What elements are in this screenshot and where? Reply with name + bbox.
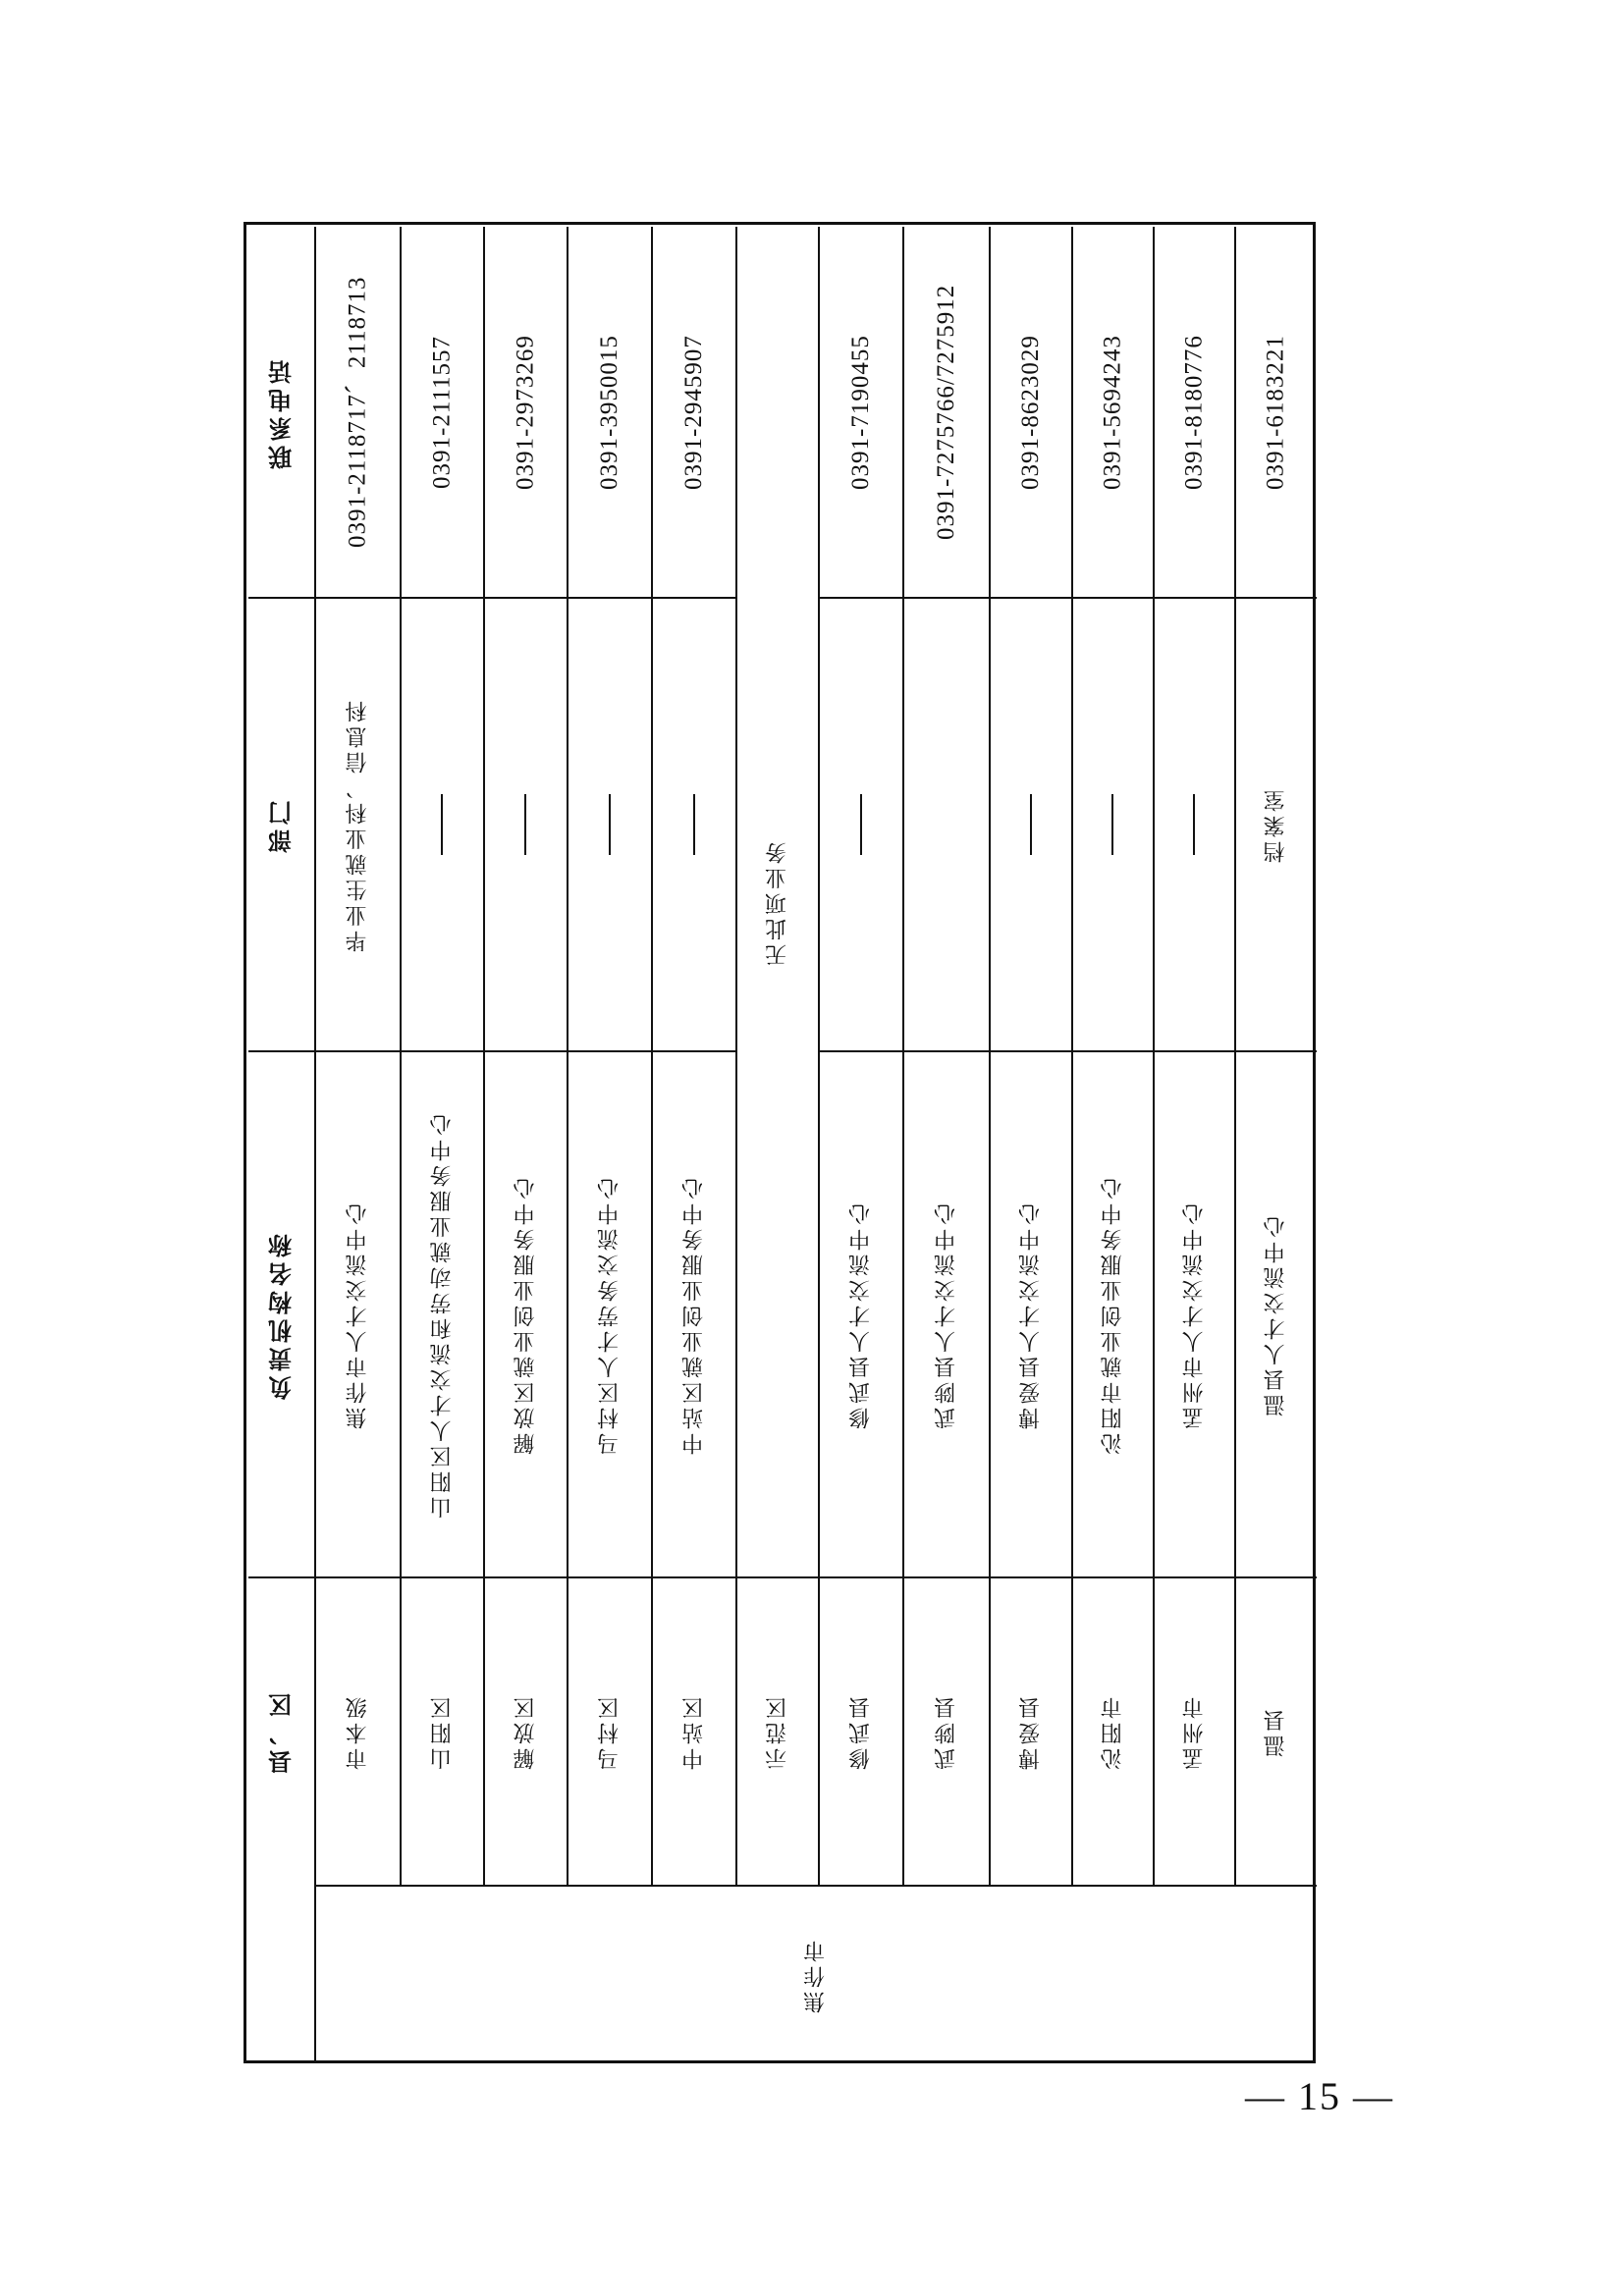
department-cell bbox=[903, 598, 990, 1051]
department-cell bbox=[1072, 598, 1154, 1051]
header-phone: 联系电话 bbox=[267, 355, 297, 469]
header-department: 部门 bbox=[267, 796, 297, 853]
agency-cell: 孟州市人才交流中心 bbox=[1182, 1200, 1207, 1429]
department-cell bbox=[990, 598, 1072, 1051]
region-cell: 温县 bbox=[1264, 1706, 1288, 1757]
region-cell: 解放区 bbox=[514, 1693, 538, 1770]
region-cell: 博爱县 bbox=[1018, 1693, 1044, 1770]
agency-cell: 山阳区人才交流和劳动就业服务中心 bbox=[430, 1110, 455, 1519]
phone-cell: 0391-8180776 bbox=[1180, 335, 1208, 490]
dash-mark bbox=[609, 794, 611, 855]
city-label: 焦作市 bbox=[803, 1937, 829, 2013]
phone-cell: 0391-3950015 bbox=[596, 335, 623, 490]
region-cell: 沁阳市 bbox=[1101, 1693, 1125, 1770]
phone-cell: 0391-2945907 bbox=[680, 335, 707, 490]
agency-cell: 中站区就业创业服务中心 bbox=[681, 1174, 707, 1455]
department-cell: 档案室 bbox=[1264, 786, 1288, 863]
region-cell: 武陟县 bbox=[934, 1693, 959, 1770]
region-cell: 市本级 bbox=[346, 1693, 370, 1770]
department-cell bbox=[652, 598, 736, 1051]
region-cell: 中站区 bbox=[681, 1693, 707, 1770]
dash-mark bbox=[442, 794, 444, 855]
phone-cell: 0391-2111557 bbox=[428, 336, 456, 489]
agency-cell: 博爱县人才交流中心 bbox=[1018, 1200, 1044, 1429]
dash-mark bbox=[693, 794, 695, 855]
department-cell bbox=[1154, 598, 1235, 1051]
dash-mark bbox=[1030, 794, 1032, 855]
agency-cell: 马村区人才劳务交流中心 bbox=[597, 1174, 623, 1455]
agency-cell: 解放区就业创业服务中心 bbox=[514, 1174, 538, 1455]
contact-table bbox=[244, 222, 1316, 2063]
department-cell bbox=[819, 598, 903, 1051]
dash-mark bbox=[1194, 794, 1196, 855]
phone-cell: 0391-7190455 bbox=[847, 335, 874, 490]
phone-cell: 0391-5694243 bbox=[1099, 335, 1126, 490]
region-cell: 修武县 bbox=[848, 1693, 874, 1770]
merged-note: 无此项业务 bbox=[765, 838, 790, 966]
agency-cell: 武陟县人才交流中心 bbox=[934, 1200, 959, 1429]
dash-mark bbox=[525, 794, 527, 855]
dash-mark bbox=[1112, 794, 1114, 855]
phone-cell: 0391-2973269 bbox=[512, 335, 539, 490]
phone-cell: 0391-8623029 bbox=[1017, 335, 1044, 490]
region-cell: 马村区 bbox=[597, 1693, 623, 1770]
page-number: — 15 — bbox=[1245, 2074, 1394, 2118]
agency-cell: 焦作市人才交流中心 bbox=[346, 1200, 370, 1429]
region-cell: 山阳区 bbox=[430, 1693, 455, 1770]
agency-cell: 修武县人才交流中心 bbox=[848, 1200, 874, 1429]
dash-mark bbox=[860, 794, 862, 855]
region-cell: 示范区 bbox=[765, 1693, 790, 1770]
department-cell: 毕业生就业科、信息科 bbox=[346, 697, 370, 952]
agency-cell: 温县人才交流中心 bbox=[1264, 1212, 1288, 1416]
region-cell: 孟州市 bbox=[1182, 1693, 1207, 1770]
phone-cell: 0391-6183221 bbox=[1262, 335, 1289, 490]
department-cell bbox=[401, 598, 484, 1051]
phone-cell: 0391-2118717、2118713 bbox=[344, 276, 371, 549]
phone-cell: 0391-7275766/7275912 bbox=[933, 284, 959, 541]
header-agency: 负责机构名称 bbox=[267, 1229, 297, 1400]
header-region: 县、区 bbox=[267, 1688, 297, 1775]
department-cell bbox=[568, 598, 652, 1051]
department-cell bbox=[484, 598, 568, 1051]
agency-cell: 沁阳市就业创业服务中心 bbox=[1101, 1174, 1125, 1455]
